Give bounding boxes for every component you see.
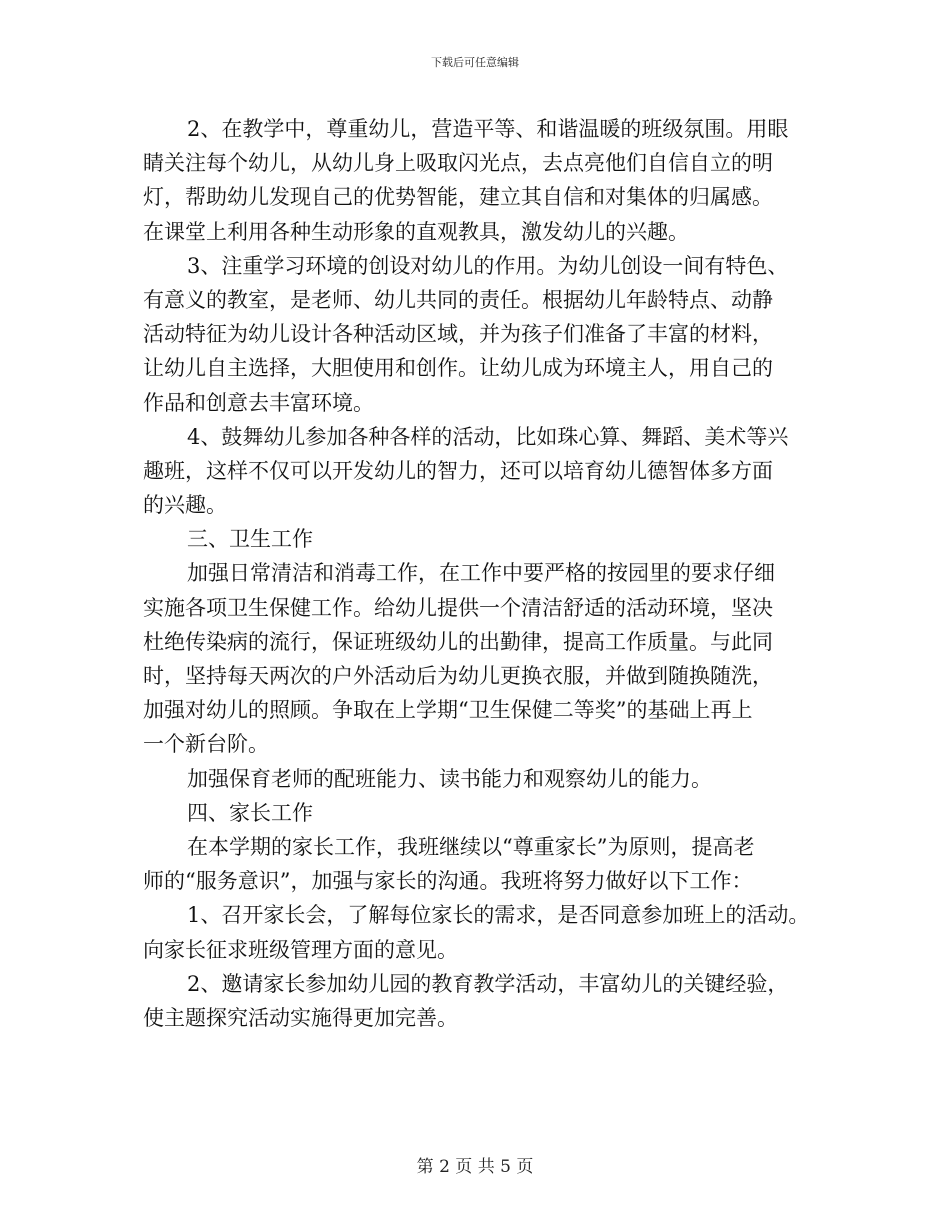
text-line: 4、鼓舞幼儿参加各种各样的活动，比如珠心算、舞蹈、美术等兴 [187,424,789,449]
section-heading: 三、卫生工作 [187,527,313,552]
text-line: 师的“服务意识”，加强与家长的沟通。我班将努力做好以下工作： [143,869,753,894]
text-line: 加强保育老师的配班能力、读书能力和观察幼儿的能力。 [187,766,712,791]
text-line: 在本学期的家长工作，我班继续以“尊重家长”为原则，提高老 [187,834,755,859]
page-number: 第 2 页 共 5 页 [416,1157,534,1177]
text-line: 杜绝传染病的流行，保证班级幼儿的出勤律，提高工作质量。与此同 [143,629,773,654]
text-line: 的兴趣。 [143,493,227,518]
text-line: 2、邀请家长参加幼儿园的教育教学活动，丰富幼儿的关键经验， [187,971,789,996]
text-line: 加强日常清洁和消毒工作，在工作中要严格的按园里的要求仔细 [187,561,775,586]
text-line: 3、注重学习环境的创设对幼儿的作用。为幼儿创设一间有特色、 [187,253,789,278]
text-line: 趣班，这样不仅可以开发幼儿的智力，还可以培育幼儿德智体多方面 [143,458,773,483]
page-header: 下载后可任意编辑 [431,56,519,69]
text-line: 让幼儿自主选择，大胆使用和创作。让幼儿成为环境主人，用自己的 [143,356,773,381]
text-line: 2、在教学中，尊重幼儿，营造平等、和谐温暖的班级氛围。用眼 [187,117,789,141]
text-line: 时，坚持每天两次的户外活动后为幼儿更换衣服，并做到随换随洗， [143,664,773,688]
text-line: 在课堂上利用各种生动形象的直观教具，激发幼儿的兴趣。 [143,219,689,244]
document-body [143,112,843,1035]
text-line: 睛关注每个幼儿，从幼儿身上吸取闪光点，去点亮他们自信自立的明 [143,151,773,176]
text-line: 1、召开家长会，了解每位家长的需求，是否同意参加班上的活动。 [187,903,810,928]
text-line: 有意义的教室，是老师、幼儿共同的责任。根据幼儿年龄特点、动静 [143,287,773,312]
text-line: 向家长征求班级管理方面的意见。 [143,937,458,962]
text-line: 加强对幼儿的照顾。争取在上学期“卫生保健二等奖”的基础上再上 [143,698,753,723]
text-line: 实施各项卫生保健工作。给幼儿提供一个清洁舒适的活动环境，坚决 [143,595,773,620]
text-line: 使主题探究活动实施得更加完善。 [143,1005,458,1030]
text-line: 灯，帮助幼儿发现自己的优势智能，建立其自信和对集体的归属感。 [143,185,773,210]
text-line: 活动特征为幼儿设计各种活动区域，并为孩子们准备了丰富的材料， [143,322,773,347]
text-line: 作品和创意去丰富环境。 [143,390,374,415]
text-line: 一个新台阶。 [143,732,269,757]
section-heading: 四、家长工作 [187,800,313,825]
